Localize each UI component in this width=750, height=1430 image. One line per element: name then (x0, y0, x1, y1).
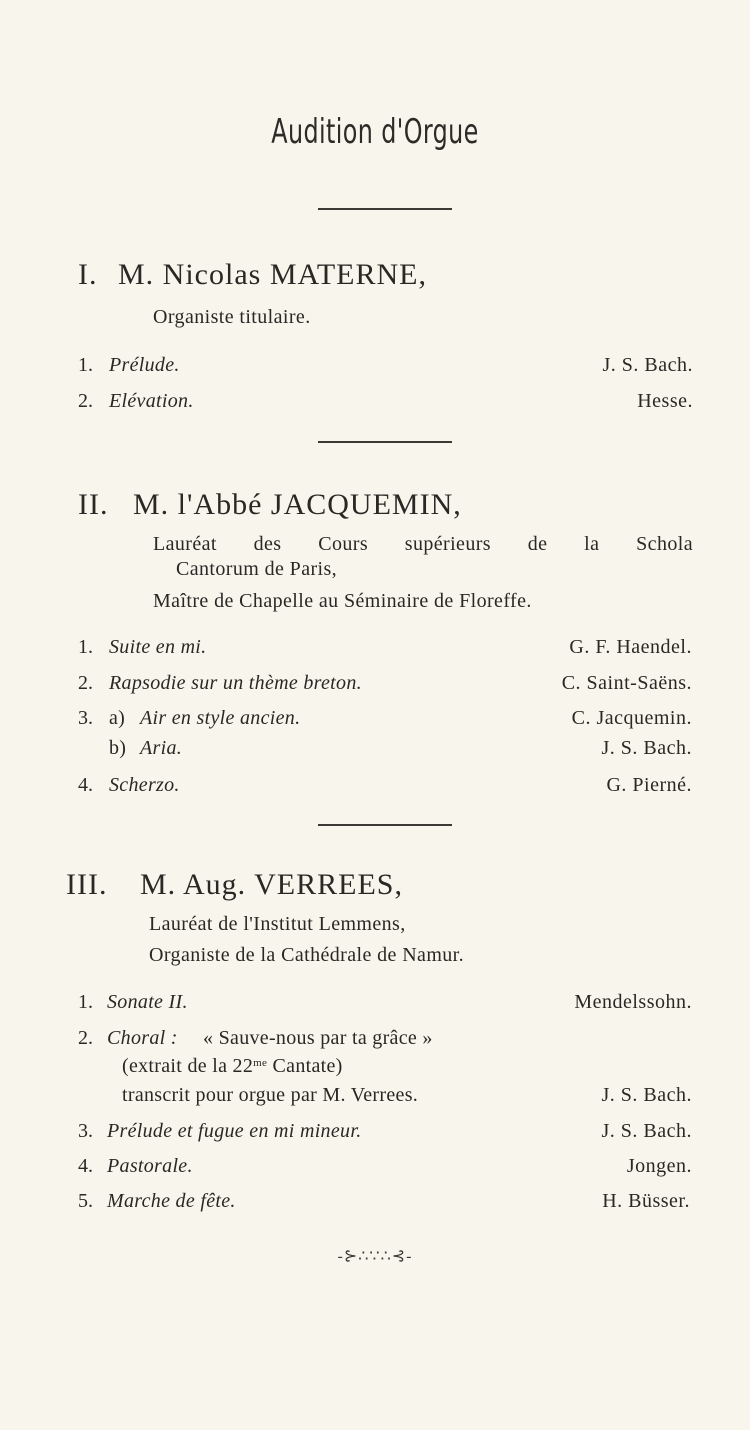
performer-name: M. Aug. VERREES, (140, 868, 403, 901)
composer: J. S. Bach. (601, 1120, 692, 1142)
divider (318, 824, 452, 826)
work-title: Rapsodie sur un thème breton. (109, 672, 362, 694)
performer-title: Organiste titulaire. (153, 306, 311, 328)
ordinal-suffix: me (253, 1057, 268, 1069)
section-numeral: I. (78, 258, 98, 291)
item-number: 4. (78, 1155, 93, 1177)
item-number: 2. (78, 1027, 93, 1049)
item-number: 3. (78, 707, 93, 729)
composer: Hesse. (637, 390, 693, 412)
item-number: 5. (78, 1190, 93, 1212)
work-title: Pastorale. (107, 1155, 193, 1177)
item-number: 1. (78, 354, 93, 376)
work-note (122, 1055, 343, 1078)
performer-name: M. Nicolas MATERNE, (118, 258, 427, 291)
performer-title: Lauréat des Cours supérieurs de la Schola (153, 533, 693, 555)
item-number: 4. (78, 774, 93, 796)
composer: J. S. Bach. (601, 1084, 692, 1106)
work-title: Scherzo. (109, 774, 180, 796)
work-note-text: (extrait de la 22 (122, 1055, 254, 1077)
composer: G. Pierné. (606, 774, 692, 796)
work-note-text: Cantate) (267, 1055, 343, 1077)
composer: Mendelssohn. (574, 991, 692, 1013)
performer-title: Cantorum de Paris, (176, 558, 338, 580)
composer: G. F. Haendel. (569, 636, 692, 658)
performer-title: Lauréat de l'Institut Lemmens, (149, 913, 406, 935)
work-title: Aria. (140, 737, 183, 759)
composer: J. S. Bach. (602, 354, 693, 376)
composer: C. Jacquemin. (571, 707, 692, 729)
item-number: 2. (78, 390, 93, 412)
section-numeral: III. (66, 868, 108, 901)
divider (318, 208, 452, 210)
item-prefix: b) (109, 737, 127, 759)
composer: J. S. Bach. (601, 737, 692, 759)
performer-title: Organiste de la Cathédrale de Namur. (149, 944, 465, 966)
work-title: Marche de fête. (107, 1190, 236, 1212)
work-title: Prélude. (109, 354, 180, 376)
section-numeral: II. (78, 488, 109, 521)
work-title: Choral : (107, 1027, 178, 1049)
item-number: 1. (78, 636, 93, 658)
performer-name: M. l'Abbé JACQUEMIN, (133, 488, 462, 521)
work-title: Elévation. (109, 390, 194, 412)
divider (318, 441, 452, 443)
work-title: Prélude et fugue en mi mineur. (107, 1120, 362, 1142)
work-title: Suite en mi. (109, 636, 207, 658)
work-subtitle: « Sauve-nous par ta grâce » (203, 1027, 433, 1049)
work-title: Air en style ancien. (140, 707, 301, 729)
performer-title: Maître de Chapelle au Séminaire de Floreffe. (153, 590, 532, 612)
item-prefix: a) (109, 707, 126, 729)
work-note: transcrit pour orgue par M. Verrees. (122, 1084, 419, 1106)
item-number: 1. (78, 991, 93, 1013)
ornament-divider: -⊱∴∵∴⊰- (337, 1248, 413, 1265)
page-title: Audition d'Orgue (271, 112, 479, 152)
composer: H. Büsser. (602, 1190, 690, 1212)
composer: C. Saint-Saëns. (561, 672, 692, 694)
item-number: 2. (78, 672, 93, 694)
composer: Jongen. (626, 1155, 692, 1177)
work-title: Sonate II. (107, 991, 188, 1013)
item-number: 3. (78, 1120, 93, 1142)
